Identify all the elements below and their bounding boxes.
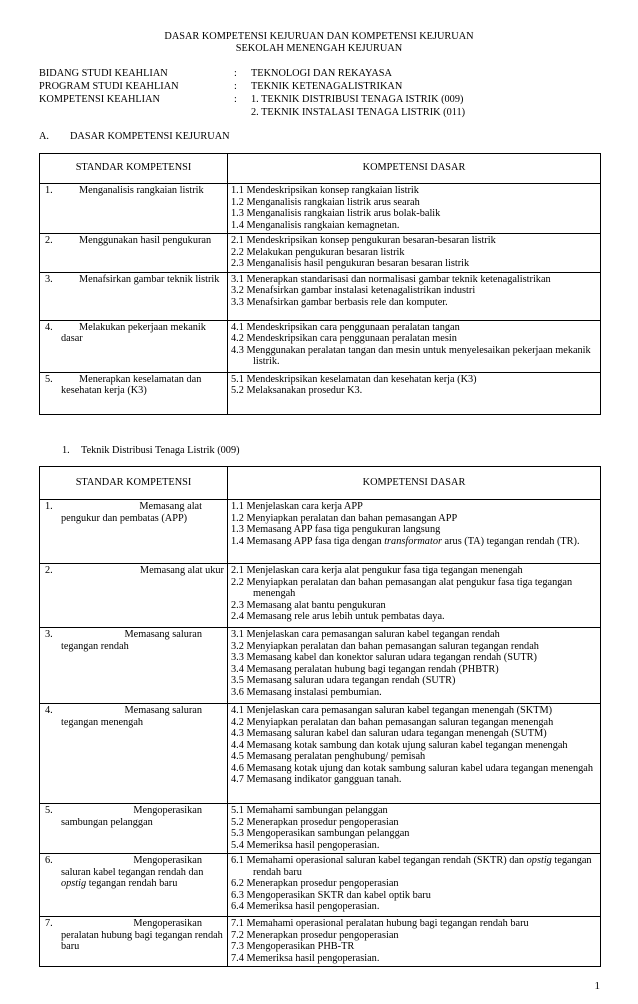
kd-item: 4.2 Mendeskripsikan cara penggunaan peralatan mesin bbox=[231, 333, 457, 344]
page-number: 1 bbox=[594, 980, 600, 992]
kd-item: 3.4 Memasang peralatan hubung bagi tegangan rendah (PHBTR) bbox=[231, 663, 499, 675]
kd-item: 7.3 Mengoperasikan PHB-TR bbox=[231, 941, 355, 952]
kd-item: 5.4 Memeriksa hasil pengoperasian. bbox=[231, 839, 380, 851]
document-title-line1: DASAR KOMPETENSI KEJURUAN DAN KOMPETENSI KEJURUAN bbox=[164, 31, 474, 42]
row-number: 2. bbox=[45, 565, 53, 576]
kd-item: 1.4 Menganalisis rangkaian kemagnetan. bbox=[231, 219, 400, 231]
kd-item: 7.1 Memahami operasional peralatan hubung bagi tegangan rendah baru bbox=[231, 918, 529, 929]
kd-item bbox=[231, 536, 597, 548]
kd-item: 4.6 Memasang kotak ujung dan kotak sambung saluran kabel udara tegangan menengah bbox=[231, 762, 593, 774]
row-number: 4. bbox=[45, 321, 53, 333]
kd-item: 6.4 Memeriksa hasil pengoperasian. bbox=[231, 901, 380, 912]
sk-text-b: saluran kabel tegangan rendah dan bbox=[61, 866, 204, 878]
header-sk: STANDAR KOMPETENSI bbox=[40, 154, 228, 184]
competency-table-distribution bbox=[39, 466, 601, 967]
sk-text-b: sambungan pelanggan bbox=[61, 816, 153, 828]
meta-row bbox=[39, 107, 619, 119]
meta-colon: : bbox=[234, 68, 237, 79]
sk-text: Melakukan pekerjaan mekanik dasar bbox=[61, 321, 206, 344]
kd-item: 5.3 Mengoperasikan sambungan pelanggan bbox=[231, 828, 410, 839]
row-number: 6. bbox=[45, 855, 53, 866]
sk-text: tegangan rendah baru bbox=[86, 878, 178, 889]
sk-text-b: peralatan hubung bagi tegangan rendah baru bbox=[61, 929, 223, 952]
row-number: 5. bbox=[45, 805, 53, 816]
kd-item: 3.1 Menjelaskan cara pemasangan saluran kabel tegangan rendah bbox=[231, 629, 500, 640]
kd-item: 2.2 Melakukan pengukuran besaran listrik bbox=[231, 246, 405, 258]
table-row bbox=[40, 704, 601, 804]
meta-label: KOMPETENSI KEAHLIAN bbox=[39, 94, 160, 105]
header-kd: KOMPETENSI DASAR bbox=[228, 467, 601, 500]
kd-item: 2.4 Memasang rele arus lebih untuk pembatas daya. bbox=[231, 611, 445, 622]
kd-item: 1.2 Menyiapkan peralatan dan bahan pemasangan APP bbox=[231, 512, 458, 524]
section-1-title: Teknik Distribusi Tenaga Listrik (009) bbox=[81, 445, 240, 456]
kd-emphasis: opstig bbox=[526, 855, 552, 866]
table-row bbox=[40, 564, 601, 628]
sk-text: Menggunakan hasil pengukuran bbox=[79, 235, 212, 246]
meta-colon: : bbox=[234, 81, 237, 92]
kd-item: 4.5 Memasang peralatan penghubung/ pemisah bbox=[231, 751, 426, 762]
meta-colon: : bbox=[234, 94, 237, 105]
sk-emphasis: opstig bbox=[61, 878, 87, 889]
meta-value: 1. TEKNIK DISTRIBUSI TENAGA ISTRIK (009) bbox=[251, 94, 464, 105]
kd-item: 4.2 Menyiapkan peralatan dan bahan pemasangan saluran tegangan menengah bbox=[231, 716, 554, 728]
table-row bbox=[40, 372, 601, 414]
meta-label: BIDANG STUDI KEAHLIAN bbox=[39, 68, 168, 79]
kd-item: 2.1 Menjelaskan cara kerja alat pengukur fasa tiga tegangan menengah bbox=[231, 565, 523, 576]
header-kd: KOMPETENSI DASAR bbox=[228, 154, 601, 184]
kd-item: 2.3 Memasang alat bantu pengukuran bbox=[231, 599, 386, 611]
kd-item: 1.3 Menganalisis rangkaian listrik arus bolak-balik bbox=[231, 208, 441, 219]
section-a-letter: A. bbox=[39, 131, 50, 142]
sk-text: Menafsirkan gambar teknik listrik bbox=[79, 273, 220, 285]
table-header-row bbox=[40, 154, 601, 184]
kd-item: 2.2 Menyiapkan peralatan dan bahan pemasangan alat pengukur fasa tiga tegangan menengah bbox=[231, 576, 573, 599]
sk-text-a: Memasang saluran bbox=[124, 629, 202, 640]
row-number: 5. bbox=[45, 373, 53, 385]
table-header-row bbox=[40, 467, 601, 500]
kd-item: 4.4 Memasang kotak sambung dan kotak ujung saluran kabel tegangan menengah bbox=[231, 739, 568, 751]
meta-row bbox=[39, 68, 619, 80]
sk-text-b: pengukur dan pembatas (APP) bbox=[61, 512, 188, 524]
meta-label: PROGRAM STUDI KEAHLIAN bbox=[39, 81, 179, 92]
row-number: 1. bbox=[45, 501, 53, 512]
table-row bbox=[40, 628, 601, 704]
sk-text: Menerapkan keselamatan dan kesehatan kerja (K3) bbox=[61, 373, 202, 396]
kd-text: 1.4 Memasang APP fasa tiga dengan bbox=[231, 535, 385, 547]
kd-item bbox=[231, 855, 597, 878]
table-row bbox=[40, 500, 601, 564]
meta-row bbox=[39, 81, 619, 93]
meta-value: TEKNIK KETENAGALISTRIKAN bbox=[251, 81, 403, 92]
meta-value: TEKNOLOGI DAN REKAYASA bbox=[251, 68, 392, 79]
kd-item: 1.3 Memasang APP fasa tiga pengukuran langsung bbox=[231, 524, 441, 535]
sk-text: Menganalisis rangkaian listrik bbox=[79, 185, 204, 196]
row-number: 2. bbox=[45, 235, 53, 246]
kd-item: 3.5 Memasang saluran udara tegangan rendah (SUTR) bbox=[231, 675, 456, 686]
kd-item: 7.2 Menerapkan prosedur pengoperasian bbox=[231, 929, 399, 941]
kd-item: 2.3 Menganalisis hasil pengukuran besaran besaran listrik bbox=[231, 258, 470, 269]
kd-item: 1.1 Mendeskripsikan konsep rangkaian listrik bbox=[231, 185, 419, 196]
kd-item: 3.1 Menerapkan standarisasi dan normalisasi gambar teknik ketenagalistrikan bbox=[231, 273, 551, 285]
document-title-line2: SEKOLAH MENENGAH KEJURUAN bbox=[235, 43, 403, 54]
table-row bbox=[40, 854, 601, 917]
kd-item: 3.6 Memasang instalasi pembumian. bbox=[231, 686, 382, 698]
header-sk: STANDAR KOMPETENSI bbox=[40, 467, 228, 500]
kd-item: 2.1 Mendeskripsikan konsep pengukuran besaran-besaran listrik bbox=[231, 235, 496, 246]
meta-value: 2. TEKNIK INSTALASI TENAGA LISTRIK (011) bbox=[251, 107, 466, 118]
sk-text-c bbox=[43, 878, 224, 890]
table-row bbox=[40, 234, 601, 273]
kd-item: 1.1 Menjelaskan cara kerja APP bbox=[231, 501, 363, 512]
kd-item: 5.1 Mendeskripsikan keselamatan dan kesehatan kerja (K3) bbox=[231, 373, 477, 385]
sk-text-a: Memasang alat ukur bbox=[139, 565, 224, 576]
kd-emphasis: transformator bbox=[384, 535, 442, 547]
sk-text-a: Memasang saluran bbox=[124, 705, 202, 716]
competency-table-basic bbox=[39, 153, 601, 415]
kd-item: 4.1 Menjelaskan cara pemasangan saluran kabel tegangan menengah (SKTM) bbox=[231, 705, 553, 716]
kd-item: 6.3 Mengoperasikan SKTR dan kabel optik baru bbox=[231, 889, 431, 901]
kd-text: arus (TA) tegangan rendah (TR). bbox=[441, 535, 580, 547]
kd-item: 5.2 Melaksanakan prosedur K3. bbox=[231, 385, 363, 396]
sk-text-a: Mengoperasikan bbox=[133, 805, 202, 816]
sk-text-a: Mengoperasikan bbox=[133, 855, 202, 866]
kd-item: 1.2 Menganalisis rangkaian listrik arus searah bbox=[231, 196, 420, 208]
row-number: 3. bbox=[45, 273, 53, 285]
kd-item: 3.2 Menafsirkan gambar instalasi ketenagalistrikan industri bbox=[231, 285, 476, 296]
kd-item: 4.3 Menggunakan peralatan tangan dan mesin untuk menyelesaikan pekerjaan mekanik listrik. bbox=[231, 344, 591, 367]
sk-text-a: Memasang alat bbox=[139, 501, 202, 512]
meta-row bbox=[39, 94, 619, 106]
kd-item: 4.7 Memasang indikator gangguan tanah. bbox=[231, 774, 402, 785]
kd-item: 4.3 Memasang saluran kabel dan saluran udara tegangan menengah (SUTM) bbox=[231, 728, 547, 739]
kd-text: 6.1 Memahami operasional saluran kabel tegangan rendah (SKTR) dan bbox=[231, 855, 527, 866]
kd-item: 7.4 Memeriksa hasil pengoperasian. bbox=[231, 952, 380, 964]
kd-item: 3.2 Menyiapkan peralatan dan bahan pemasangan saluran tegangan rendah bbox=[231, 640, 539, 652]
row-number: 3. bbox=[45, 629, 53, 640]
kd-item: 5.1 Memahami sambungan pelanggan bbox=[231, 805, 388, 816]
sk-text-b: tegangan rendah bbox=[61, 640, 129, 652]
table-row bbox=[40, 184, 601, 234]
kd-item: 5.2 Menerapkan prosedur pengoperasian bbox=[231, 816, 399, 828]
row-number: 7. bbox=[45, 918, 53, 929]
kd-item: 4.1 Mendeskripsikan cara penggunaan peralatan tangan bbox=[231, 321, 460, 333]
table-row bbox=[40, 320, 601, 372]
sk-text-a: Mengoperasikan bbox=[133, 918, 202, 929]
kd-item: 3.3 Memasang kabel dan konektor saluran udara tegangan rendah (SUTR) bbox=[231, 652, 537, 663]
row-number: 1. bbox=[45, 185, 53, 196]
row-number: 4. bbox=[45, 705, 53, 716]
sk-text-b: tegangan menengah bbox=[61, 716, 144, 728]
kd-text: tegangan rendah baru bbox=[253, 855, 592, 878]
table-row bbox=[40, 272, 601, 320]
section-a-title: DASAR KOMPETENSI KEJURUAN bbox=[70, 131, 230, 142]
table-row bbox=[40, 804, 601, 854]
kd-item: 3.3 Menafsirkan gambar berbasis rele dan komputer. bbox=[231, 296, 448, 308]
table-row bbox=[40, 917, 601, 967]
kd-item: 6.2 Menerapkan prosedur pengoperasian bbox=[231, 878, 399, 889]
section-1-number: 1. bbox=[62, 445, 70, 456]
